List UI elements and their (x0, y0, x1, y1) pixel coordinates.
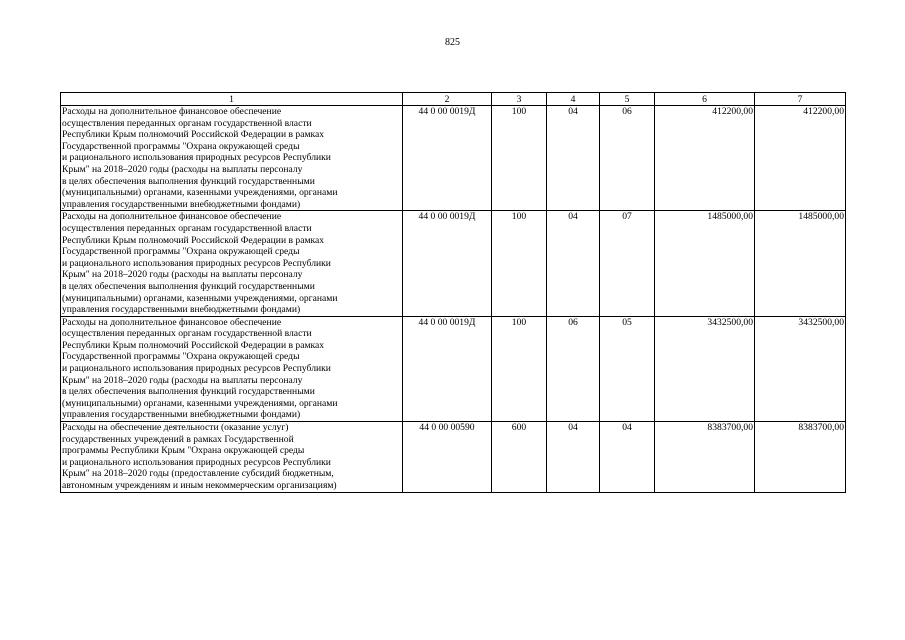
budget-table (60, 92, 846, 493)
table-row (61, 316, 846, 421)
row-amount-col6: 3432500,00 (655, 316, 755, 421)
row-program-code: 44 0 00 0019Д (403, 316, 492, 421)
header-col-6: 6 (655, 93, 755, 106)
table-row (61, 106, 846, 211)
table-row (61, 211, 846, 316)
row-program-code: 44 0 00 0019Д (403, 211, 492, 316)
table-row (61, 422, 846, 493)
header-col-3: 3 (492, 93, 547, 106)
row-subsection: 07 (600, 211, 655, 316)
row-amount-col6: 8383700,00 (655, 422, 755, 493)
row-description: Расходы на дополнительное финансовое обеспечение осуществления переданных органам государственной власти Республики Крым полномочий Российской Федерации в рамках Государственной программы "Охрана окружающей среды и рационального использования природных ресурсов Республики Крым" на 2018–2020 годы (расходы на выплаты персоналу в целях обеспечения выполнения функций государственными (муниципальными) органами, казенными учреждениями, органами управления государственными внебюджетными фондами) (61, 106, 403, 211)
header-col-7: 7 (755, 93, 846, 106)
row-description: Расходы на дополнительное финансовое обеспечение осуществления переданных органам государственной власти Республики Крым полномочий Российской Федерации в рамках Государственной программы "Охрана окружающей среды и рационального использования природных ресурсов Республики Крым" на 2018–2020 годы (расходы на выплаты персоналу в целях обеспечения выполнения функций государственными (муниципальными) органами, казенными учреждениями, органами управления государственными внебюджетными фондами) (61, 211, 403, 316)
row-description: Расходы на обеспечение деятельности (оказание услуг) государственных учреждений в рамках Государственной программы Республики Крым "Охрана окружающей среды и рационального использования природных ресурсов Республики Крым" на 2018–2020 годы (предоставление субсидий бюджетным, автономным учреждениям и иным некоммерческим организациям) (61, 422, 403, 493)
header-col-4: 4 (547, 93, 600, 106)
row-section: 06 (547, 316, 600, 421)
row-subsection: 06 (600, 106, 655, 211)
page-number: 825 (445, 37, 460, 48)
row-amount-col7: 412200,00 (755, 106, 846, 211)
row-program-code: 44 0 00 0019Д (403, 106, 492, 211)
table-header-row (61, 93, 846, 106)
row-section: 04 (547, 422, 600, 493)
row-expense-type: 100 (492, 106, 547, 211)
row-subsection: 04 (600, 422, 655, 493)
row-amount-col7: 1485000,00 (755, 211, 846, 316)
row-description: Расходы на дополнительное финансовое обеспечение осуществления переданных органам государственной власти Республики Крым полномочий Российской Федерации в рамках Государственной программы "Охрана окружающей среды и рационального использования природных ресурсов Республики Крым" на 2018–2020 годы (расходы на выплаты персоналу в целях обеспечения выполнения функций государственными (муниципальными) органами, казенными учреждениями, органами управления государственными внебюджетными фондами) (61, 316, 403, 421)
row-section: 04 (547, 211, 600, 316)
row-amount-col7: 8383700,00 (755, 422, 846, 493)
row-expense-type: 100 (492, 316, 547, 421)
header-col-1: 1 (61, 93, 403, 106)
row-subsection: 05 (600, 316, 655, 421)
row-expense-type: 600 (492, 422, 547, 493)
row-expense-type: 100 (492, 211, 547, 316)
row-amount-col6: 1485000,00 (655, 211, 755, 316)
row-amount-col6: 412200,00 (655, 106, 755, 211)
row-amount-col7: 3432500,00 (755, 316, 846, 421)
header-col-2: 2 (403, 93, 492, 106)
row-section: 04 (547, 106, 600, 211)
header-col-5: 5 (600, 93, 655, 106)
row-program-code: 44 0 00 00590 (403, 422, 492, 493)
